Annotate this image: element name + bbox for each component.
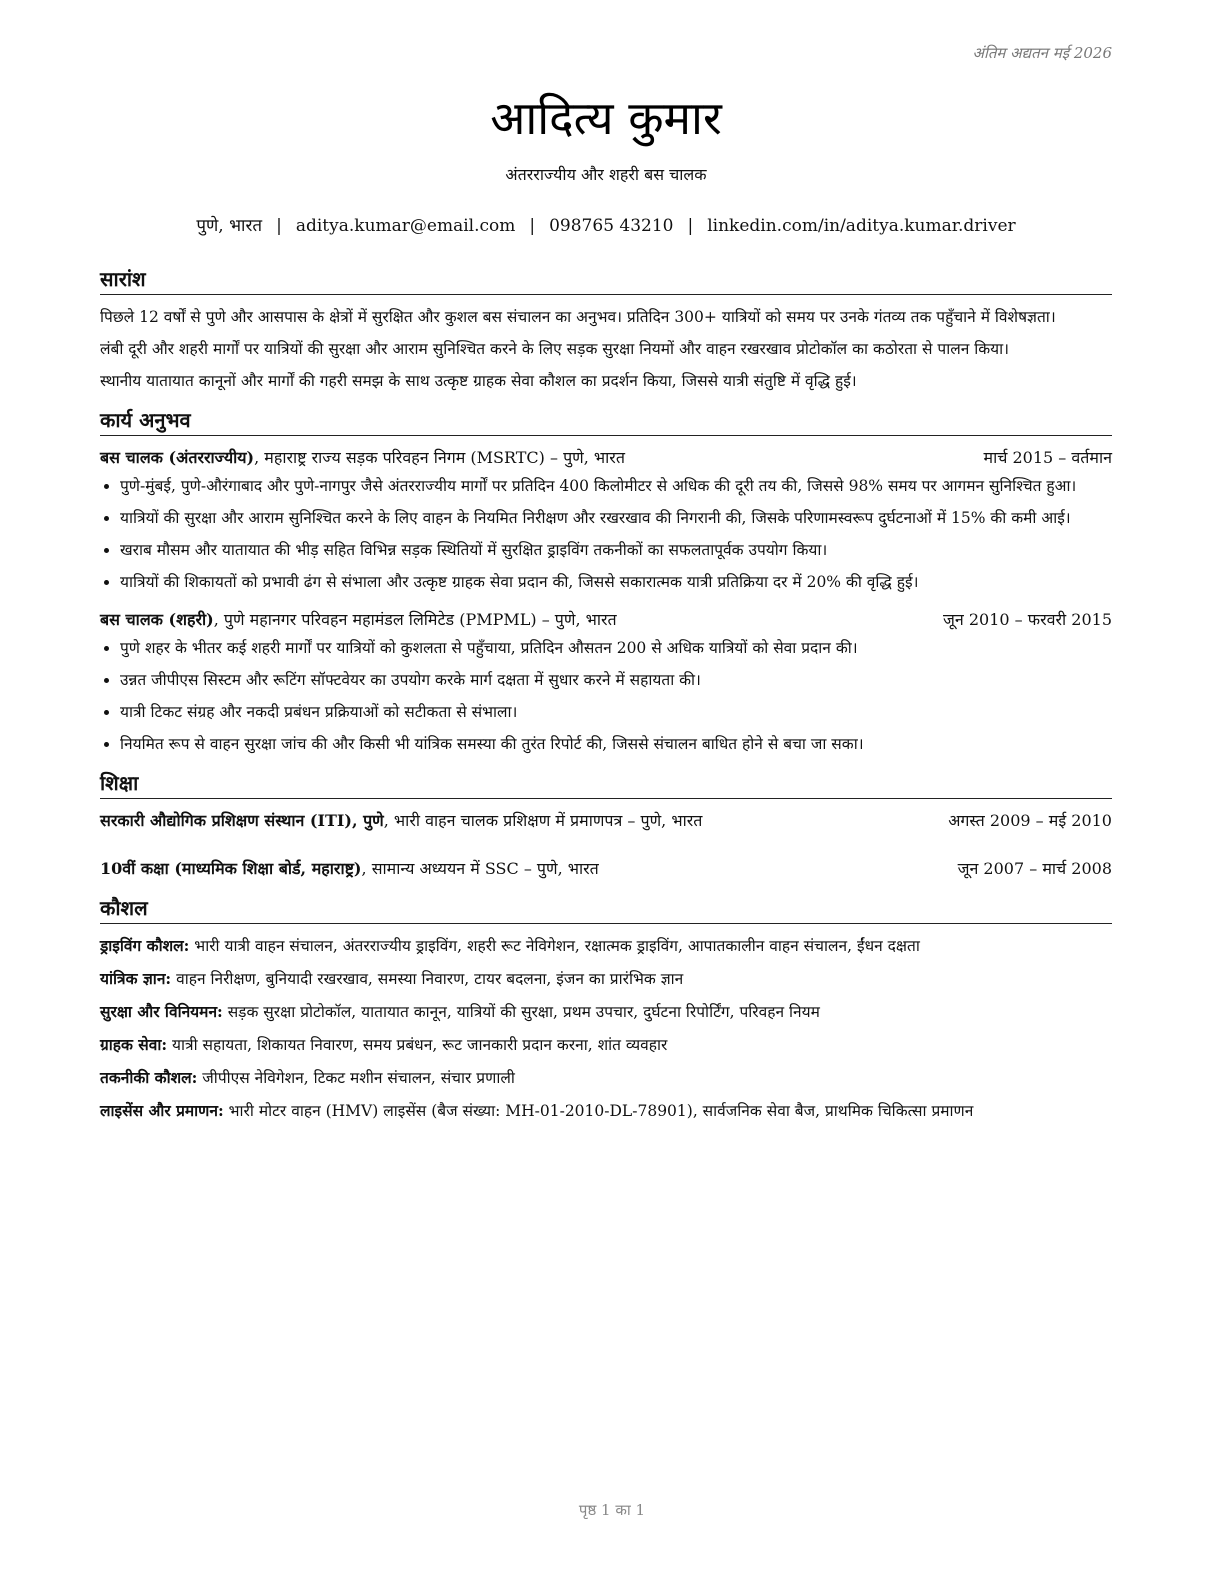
skill-row: [100, 1099, 1112, 1123]
job-role: बस चालक (अंतरराज्यीय): [100, 448, 255, 467]
section-title-skills: कौशल: [100, 895, 1112, 924]
summary-paragraph: लंबी दूरी और शहरी मार्गों पर यात्रियों की सुरक्षा और आराम सुनिश्चित करने के लिए सड़क सुरक्षा नियमों और वाहन रखरखाव प्रोटोकॉल का कठोरता से पालन किया।: [100, 340, 1010, 358]
section-title-summary: सारांश: [100, 266, 1112, 295]
resume-page: [100, 40, 1112, 1132]
candidate-tagline: अंतरराज्यीय और शहरी बस चालक: [505, 165, 707, 184]
education-detail: , भारी वाहन चालक प्रशिक्षण में प्रमाणपत्र – पुणे, भारत: [383, 811, 703, 830]
job-bullet: • पुणे शहर के भीतर कई शहरी मार्गों पर यात्रियों को कुशलता से पहुँचाया, प्रतिदिन औसतन 200 से अधिक यात्रियों को सेवा प्रदान की।: [120, 636, 1112, 660]
skill-label: सुरक्षा और विनियमन:: [100, 1002, 223, 1021]
education-institution: सरकारी औद्योगिक प्रशिक्षण संस्थान (ITI), पुणे: [100, 811, 384, 830]
contact-phone: 098765 43210: [549, 216, 674, 236]
skill-row: [100, 1000, 1112, 1024]
education-institution: 10वीं कक्षा (माध्यमिक शिक्षा बोर्ड, महाराष्ट्र): [100, 859, 362, 878]
job-entry: [100, 608, 1112, 756]
section-title-experience: कार्य अनुभव: [100, 407, 1112, 436]
job-bullets: [100, 636, 1112, 756]
education-dates: जून 2007 – मार्च 2008: [957, 859, 1112, 878]
job-dates: जून 2010 – फरवरी 2015: [943, 610, 1112, 629]
job-bullet: • उन्नत जीपीएस सिस्टम और रूटिंग सॉफ्टवेयर का उपयोग करके मार्ग दक्षता में सुधार करने में सहायता की।: [120, 668, 1112, 692]
job-org: , महाराष्ट्र राज्य सड़क परिवहन निगम (MSRTC) – पुणे, भारत: [254, 448, 625, 467]
job-bullets: [100, 474, 1112, 594]
contact-linkedin[interactable]: linkedin.com/in/aditya.kumar.driver: [707, 216, 1016, 236]
education-entry: [100, 809, 1112, 833]
job-entry: [100, 446, 1112, 594]
contact-separator: |: [687, 216, 694, 236]
contact-separator: |: [529, 216, 536, 236]
skill-value: सड़क सुरक्षा प्रोटोकॉल, यातायात कानून, यात्रियों की सुरक्षा, प्रथम उपचार, दुर्घटना रिपोर्टिंग, परिवहन नियम: [222, 1003, 820, 1021]
job-bullet: • यात्रियों की सुरक्षा और आराम सुनिश्चित करने के लिए वाहन के नियमित निरीक्षण और रखरखाव की निगरानी की, जिसके परिणामस्वरूप दुर्घटनाओं में 15% की कमी आई।: [120, 506, 1112, 530]
skill-value: वाहन निरीक्षण, बुनियादी रखरखाव, समस्या निवारण, टायर बदलना, इंजन का प्रारंभिक ज्ञान: [171, 970, 684, 988]
job-header: [100, 446, 1112, 470]
job-role: बस चालक (शहरी): [100, 610, 214, 629]
summary-paragraph: पिछले 12 वर्षों से पुणे और आसपास के क्षेत्रों में सुरक्षित और कुशल बस संचालन का अनुभव। प्रतिदिन 300+ यात्रियों को समय पर उनके गंतव्य तक पहुँचाने में विशेषज्ञता।: [100, 308, 1056, 326]
job-bullet: • यात्री टिकट संग्रह और नकदी प्रबंधन प्रक्रियाओं को सटीकता से संभाला।: [120, 700, 1112, 724]
contact-line: [100, 214, 1112, 238]
skill-value: यात्री सहायता, शिकायत निवारण, समय प्रबंधन, रूट जानकारी प्रदान करना, शांत व्यवहार: [167, 1036, 668, 1054]
contact-separator: |: [276, 216, 282, 236]
skill-row: [100, 934, 1112, 958]
job-bullet: • खराब मौसम और यातायात की भीड़ सहित विभिन्न सड़क स्थितियों में सुरक्षित ड्राइविंग तकनीकों का सफलतापूर्वक उपयोग किया।: [120, 538, 1112, 562]
contact-email[interactable]: aditya.kumar@email.com: [295, 216, 516, 236]
candidate-name: आदित्य कुमार: [490, 91, 722, 145]
skill-label: ड्राइविंग कौशल:: [100, 936, 190, 955]
skill-value: भारी मोटर वाहन (HMV) लाइसेंस (बैज संख्या: MH-01-2010-DL-78901), सार्वजनिक सेवा बैज, प्राथमिक चिकित्सा प्रमाणन: [223, 1102, 974, 1120]
skill-label: तकनीकी कौशल:: [100, 1068, 198, 1087]
job-bullet: • पुणे-मुंबई, पुणे-औरंगाबाद और पुणे-नागपुर जैसे अंतरराज्यीय मार्गों पर प्रतिदिन 400 किलोमीटर से अधिक की दूरी तय की, जिससे 98% समय पर आगमन सुनिश्चित हुआ।: [120, 474, 1112, 498]
job-bullet: • नियमित रूप से वाहन सुरक्षा जांच की और किसी भी यांत्रिक समस्या की तुरंत रिपोर्ट की, जिससे संचालन बाधित होने से बचा जा सका।: [120, 732, 1112, 756]
job-dates: मार्च 2015 – वर्तमान: [983, 448, 1112, 467]
skill-value: भारी यात्री वाहन संचालन, अंतरराज्यीय ड्राइविंग, शहरी रूट नेविगेशन, रक्षात्मक ड्राइविंग, आपातकालीन वाहन संचालन, ईंधन दक्षता: [189, 937, 920, 955]
education-entry: [100, 857, 1112, 881]
skill-value: जीपीएस नेविगेशन, टिकट मशीन संचालन, संचार प्रणाली: [197, 1069, 515, 1087]
page-number: पृष्ठ 1 का 1: [578, 1501, 646, 1519]
skill-label: ग्राहक सेवा:: [100, 1035, 168, 1054]
skill-label: यांत्रिक ज्ञान:: [100, 969, 172, 988]
education-dates: अगस्त 2009 – मई 2010: [948, 811, 1112, 830]
summary-paragraph: स्थानीय यातायात कानूनों और मार्गों की गहरी समझ के साथ उत्कृष्ट ग्राहक सेवा कौशल का प्रदर्शन किया, जिससे यात्री संतुष्टि में वृद्धि हुई।: [100, 372, 857, 390]
skill-label: लाइसेंस और प्रमाणन:: [100, 1101, 224, 1120]
job-header: [100, 608, 1112, 632]
contact-location: पुणे, भारत: [196, 216, 263, 236]
skill-row: [100, 1066, 1112, 1090]
last-updated: अंतिम अद्यतन मई 2026: [972, 44, 1112, 62]
section-title-education: शिक्षा: [100, 770, 1112, 799]
job-bullet: • यात्रियों की शिकायतों को प्रभावी ढंग से संभाला और उत्कृष्ट ग्राहक सेवा प्रदान की, जिससे सकारात्मक यात्री प्रतिक्रिया दर में 20% की वृद्धि हुई।: [120, 570, 1112, 594]
skill-row: [100, 1033, 1112, 1057]
skill-row: [100, 967, 1112, 991]
job-org: , पुणे महानगर परिवहन महामंडल लिमिटेड (PMPML) – पुणे, भारत: [213, 610, 617, 629]
education-detail: , सामान्य अध्ययन में SSC – पुणे, भारत: [361, 859, 599, 878]
